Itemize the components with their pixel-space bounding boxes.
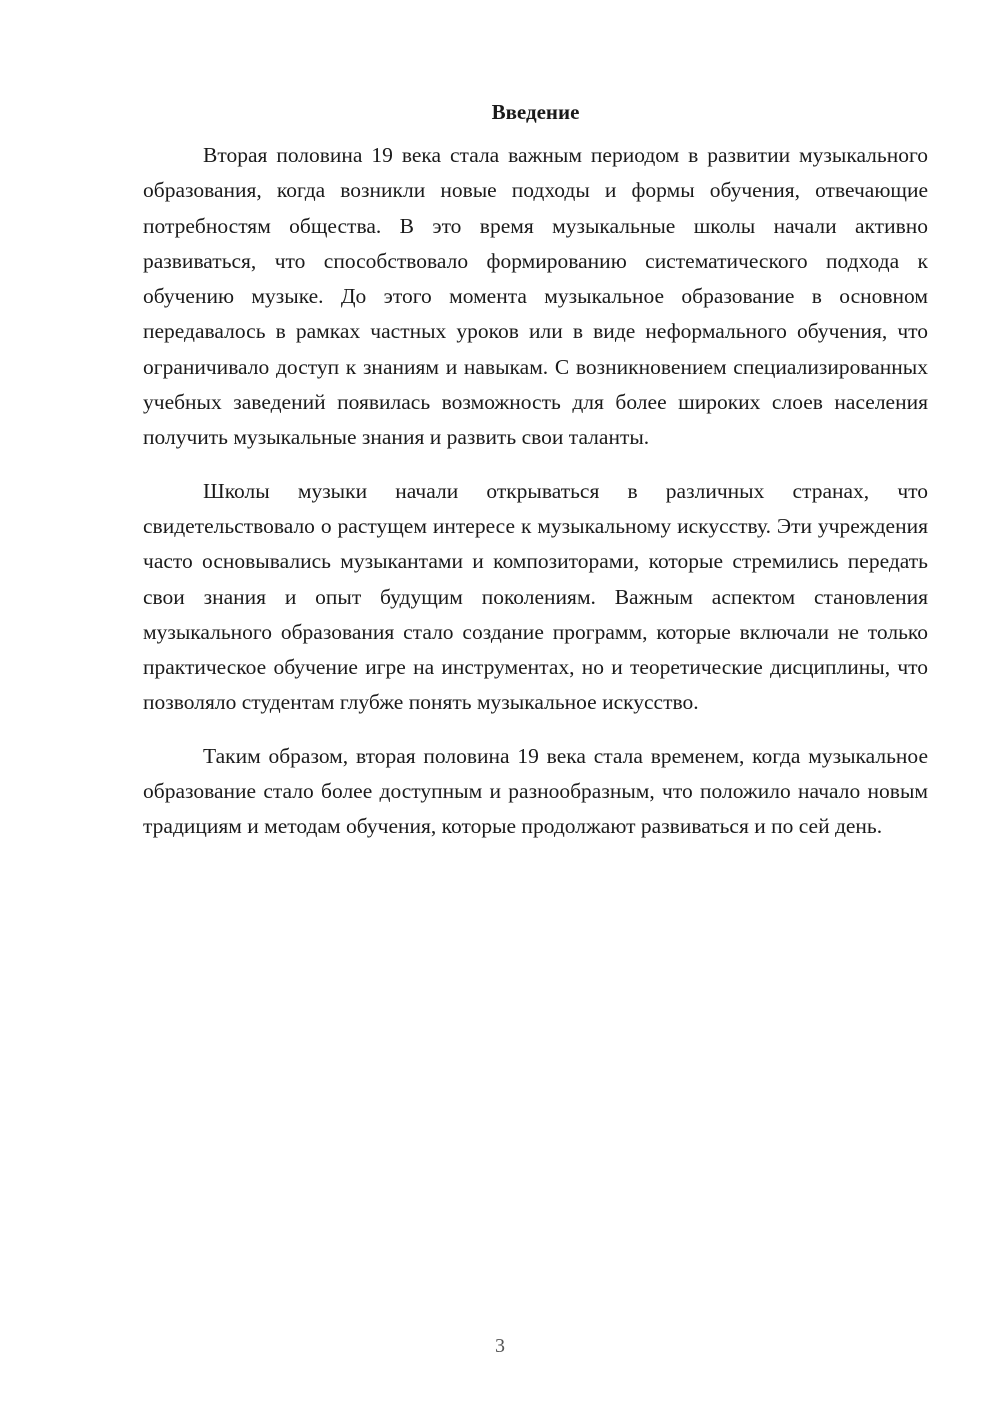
page-content [143,96,928,863]
paragraph-1: Вторая половина 19 века стала важным периодом в развитии музыкального образования, когда возникли новые подходы и формы обучения, отвечающие потребностям общества. В это время музыкальные школы начали активно развиваться, что способствовало формированию систематического подхода к обучению музыке. До этого момента музыкальное образование в основном передавалось в рамках частных уроков или в виде неформального обучения, что ограничивало доступ к знаниям и навыкам. С возникновением специализированных учебных заведений появилась возможность для более широких слоев населения получить музыкальные знания и развить свои таланты. [143,143,928,450]
page-number: 3 [495,1335,505,1357]
section-heading: Введение [491,100,580,124]
paragraph-3: Таким образом, вторая половина 19 века стала временем, когда музыкальное образование стало более доступным и разнообразным, что положило начало новым традициям и методам обучения, которые продолжают развиваться и по сей день. [143,743,928,839]
paragraph-2: Школы музыки начали открываться в различных странах, что свидетельствовало о растущем интересе к музыкальному искусству. Эти учреждения часто основывались музыкантами и композиторами, которые стремились передать свои знания и опыт будущим поколениям. Важным аспектом становления музыкального образования стало создание программ, которые включали не только практическое обучение игре на инструментах, но и теоретические дисциплины, что позволяло студентам глубже понять музыкальное искусство. [143,478,928,715]
